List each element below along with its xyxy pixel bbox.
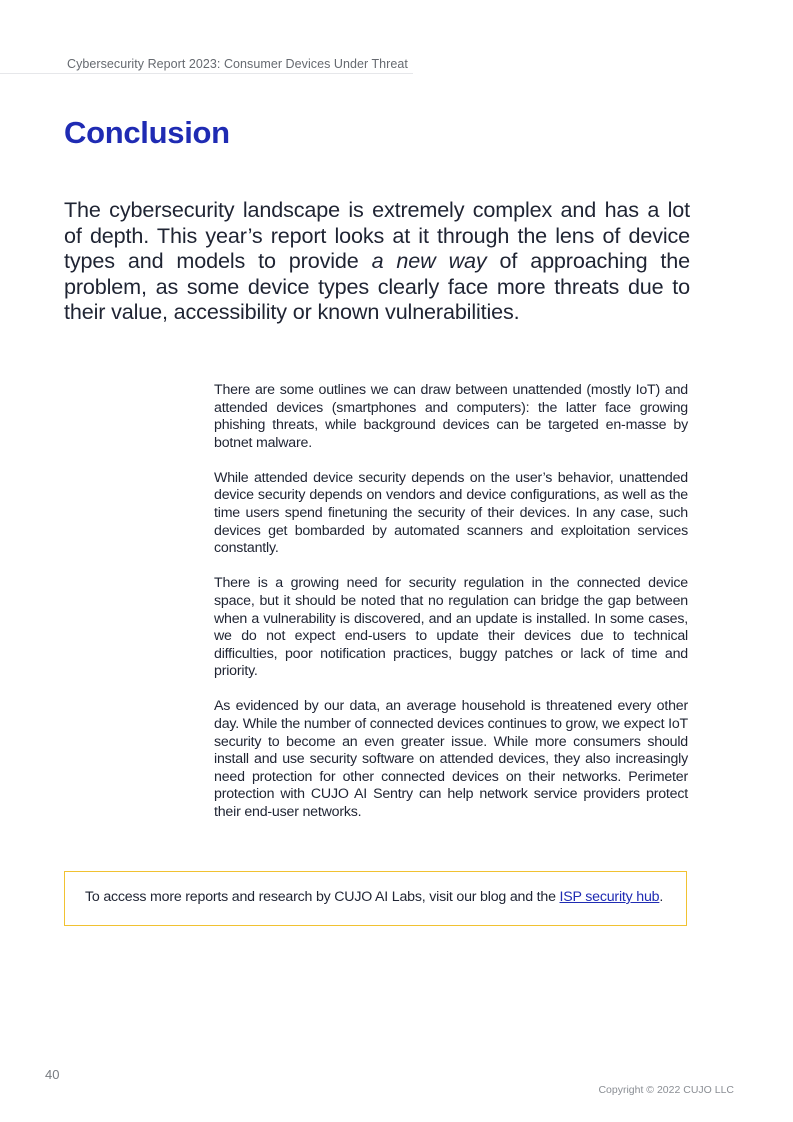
isp-security-hub-link[interactable]: ISP security hub bbox=[559, 889, 660, 905]
page-number: 40 bbox=[45, 1067, 60, 1082]
lead-paragraph bbox=[64, 197, 690, 325]
callout-text-start: To access more reports and research by CUJO AI Labs, visit our blog and the bbox=[85, 889, 560, 905]
callout-text-end: . bbox=[659, 889, 664, 905]
body-paragraph-2: While attended device security depends on the user’s behavior, unattended device security depends on vendors and device configurations, as well as the time users spend finetuning the security of their devices. In any case, such devices get bombarded by automated scanners and exploitation services constantly. bbox=[214, 469, 688, 557]
callout-text bbox=[85, 889, 663, 905]
header-divider bbox=[0, 73, 413, 74]
lead-text-end: of approaching the problem, as some device types clearly face more threats due to their value, accessibility or known vulnerabilities. bbox=[64, 248, 690, 325]
copyright-notice: Copyright © 2022 CUJO LLC bbox=[598, 1084, 734, 1096]
body-paragraph-3: There is a growing need for security regulation in the connected device space, but it should be noted that no regulation can bridge the gap between when a vulnerability is discovered, and an update is installed. In some cases, we do not expect end-users to update their devices due to technical difficulties, poor notification practices, buggy patches or lack of time and priority. bbox=[214, 575, 688, 680]
callout-box bbox=[64, 871, 687, 926]
lead-emphasis: a new way bbox=[371, 248, 487, 274]
body-paragraph-4: As evidenced by our data, an average household is threatened every other day. While the number of connected devices continues to grow, we expect IoT security to become an even greater issue. While more consumers should install and use security software on attended devices, they also increasingly need protection for other connected devices on their networks. Perimeter protection with CUJO AI Sentry can help network service providers protect their end-user networks. bbox=[214, 698, 688, 820]
running-header: Cybersecurity Report 2023: Consumer Devices Under Threat bbox=[67, 57, 408, 71]
page-title: Conclusion bbox=[64, 115, 230, 150]
lead-text-start: The cybersecurity landscape is extremely complex and has a lot of depth. This year’s report looks at it through the lens of device types and models to provide bbox=[64, 197, 690, 274]
body-paragraph-1: There are some outlines we can draw between unattended (mostly IoT) and attended devices (smartphones and computers): the latter face growing phishing threats, while background devices can be targeted en-masse by botnet malware. bbox=[214, 382, 688, 451]
body-column bbox=[214, 382, 688, 839]
